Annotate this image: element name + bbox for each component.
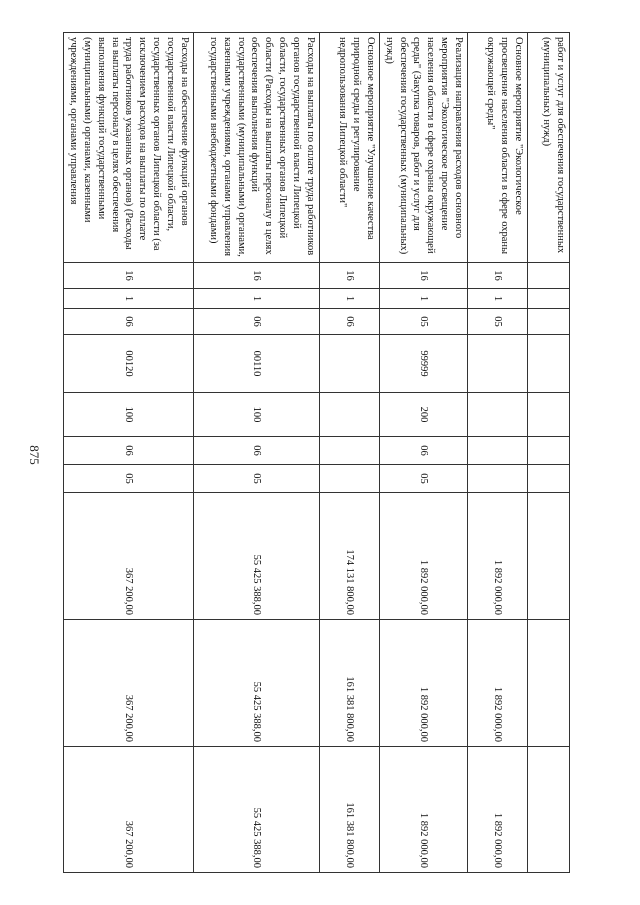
code-target-article — [468, 335, 528, 393]
budget-table — [63, 32, 570, 873]
sum-year-2: 55 425 388,00 — [193, 620, 319, 747]
sum-year-1: 174 131 800,00 — [319, 493, 379, 620]
code-target-article: 00110 — [193, 335, 319, 393]
code-subsection — [528, 309, 570, 335]
code-ved — [528, 263, 570, 289]
code-b — [468, 465, 528, 493]
code-a — [468, 437, 528, 465]
code-expense-type: 100 — [193, 393, 319, 437]
code-a: 06 — [193, 437, 319, 465]
code-subsection: 06 — [193, 309, 319, 335]
table-row — [528, 33, 570, 873]
code-expense-type — [468, 393, 528, 437]
code-b: 05 — [64, 465, 194, 493]
code-subsection: 05 — [379, 309, 467, 335]
code-b — [528, 465, 570, 493]
item-name: Основное мероприятие "Экологическое просвещение населения области в сфере охраны окружающей среды" — [468, 33, 528, 263]
code-ved: 16 — [468, 263, 528, 289]
code-expense-type: 200 — [379, 393, 467, 437]
table-row — [468, 33, 528, 873]
code-target-article: 99999 — [379, 335, 467, 393]
sum-year-3 — [528, 747, 570, 873]
code-expense-type — [528, 393, 570, 437]
sum-year-1 — [528, 493, 570, 620]
page-number: 875 — [27, 445, 42, 465]
table-row — [319, 33, 379, 873]
sum-year-1: 367 200,00 — [64, 493, 194, 620]
code-section: 1 — [379, 289, 467, 309]
sum-year-1: 1 892 000,00 — [379, 493, 467, 620]
code-b: 05 — [379, 465, 467, 493]
code-a: 06 — [379, 437, 467, 465]
code-a — [528, 437, 570, 465]
sum-year-1: 1 892 000,00 — [468, 493, 528, 620]
code-b: 05 — [193, 465, 319, 493]
sum-year-3: 161 381 800,00 — [319, 747, 379, 873]
code-a: 06 — [64, 437, 194, 465]
code-target-article: 00120 — [64, 335, 194, 393]
code-section: 1 — [64, 289, 194, 309]
code-ved: 16 — [64, 263, 194, 289]
table-row — [193, 33, 319, 873]
sum-year-2: 367 200,00 — [64, 620, 194, 747]
table-row — [379, 33, 467, 873]
code-target-article — [319, 335, 379, 393]
sum-year-3: 1 892 000,00 — [468, 747, 528, 873]
code-section: 1 — [319, 289, 379, 309]
code-section — [528, 289, 570, 309]
budget-table-rotated — [67, 32, 570, 872]
item-name: работ и услуг для обеспечения государственных (муниципальных) нужд) — [528, 33, 570, 263]
code-a — [319, 437, 379, 465]
sum-year-3: 55 425 388,00 — [193, 747, 319, 873]
item-name: Расходы на выплаты по оплате труда работников органов государственной власти Липецкой области, государственных органов Липецкой области (Расходы на выплаты персоналу в целях обеспечения выполнения функций государственными (муниципальными) органами, казенными учреждениями, органами управления государственными внебюджетными фондами) — [193, 33, 319, 263]
sum-year-2 — [528, 620, 570, 747]
code-ved: 16 — [379, 263, 467, 289]
code-ved: 16 — [319, 263, 379, 289]
code-subsection: 05 — [468, 309, 528, 335]
code-expense-type: 100 — [64, 393, 194, 437]
code-expense-type — [319, 393, 379, 437]
item-name: Основное мероприятие "Улучшение качества природной среды и регулирование недропользования Липецкой области" — [319, 33, 379, 263]
sum-year-1: 55 425 388,00 — [193, 493, 319, 620]
code-b — [319, 465, 379, 493]
item-name: Расходы на обеспечение функций органов государственной власти Липецкой области, государственных органов Липецкой области (за исключением расходов на выплаты по оплате труда работников указанных органов) (Расходы на выплаты персоналу в целях обеспечения выполнения функций государственными (муниципальными) органами, казенными учреждениями, органами управления — [64, 33, 194, 263]
sum-year-3: 367 200,00 — [64, 747, 194, 873]
sum-year-2: 161 381 800,00 — [319, 620, 379, 747]
code-section: 1 — [193, 289, 319, 309]
code-target-article — [528, 335, 570, 393]
table-row — [64, 33, 194, 873]
sum-year-2: 1 892 000,00 — [468, 620, 528, 747]
sum-year-3: 1 892 000,00 — [379, 747, 467, 873]
sum-year-2: 1 892 000,00 — [379, 620, 467, 747]
item-name: Реализация направления расходов основного мероприятия "Экологическое просвещение населения области в сфере охраны окружающей среды" (Закупка товаров, работ и услуг для обеспечения государственных (муниципальных) нужд) — [379, 33, 467, 263]
code-subsection: 06 — [64, 309, 194, 335]
code-ved: 16 — [193, 263, 319, 289]
code-subsection: 06 — [319, 309, 379, 335]
code-section: 1 — [468, 289, 528, 309]
